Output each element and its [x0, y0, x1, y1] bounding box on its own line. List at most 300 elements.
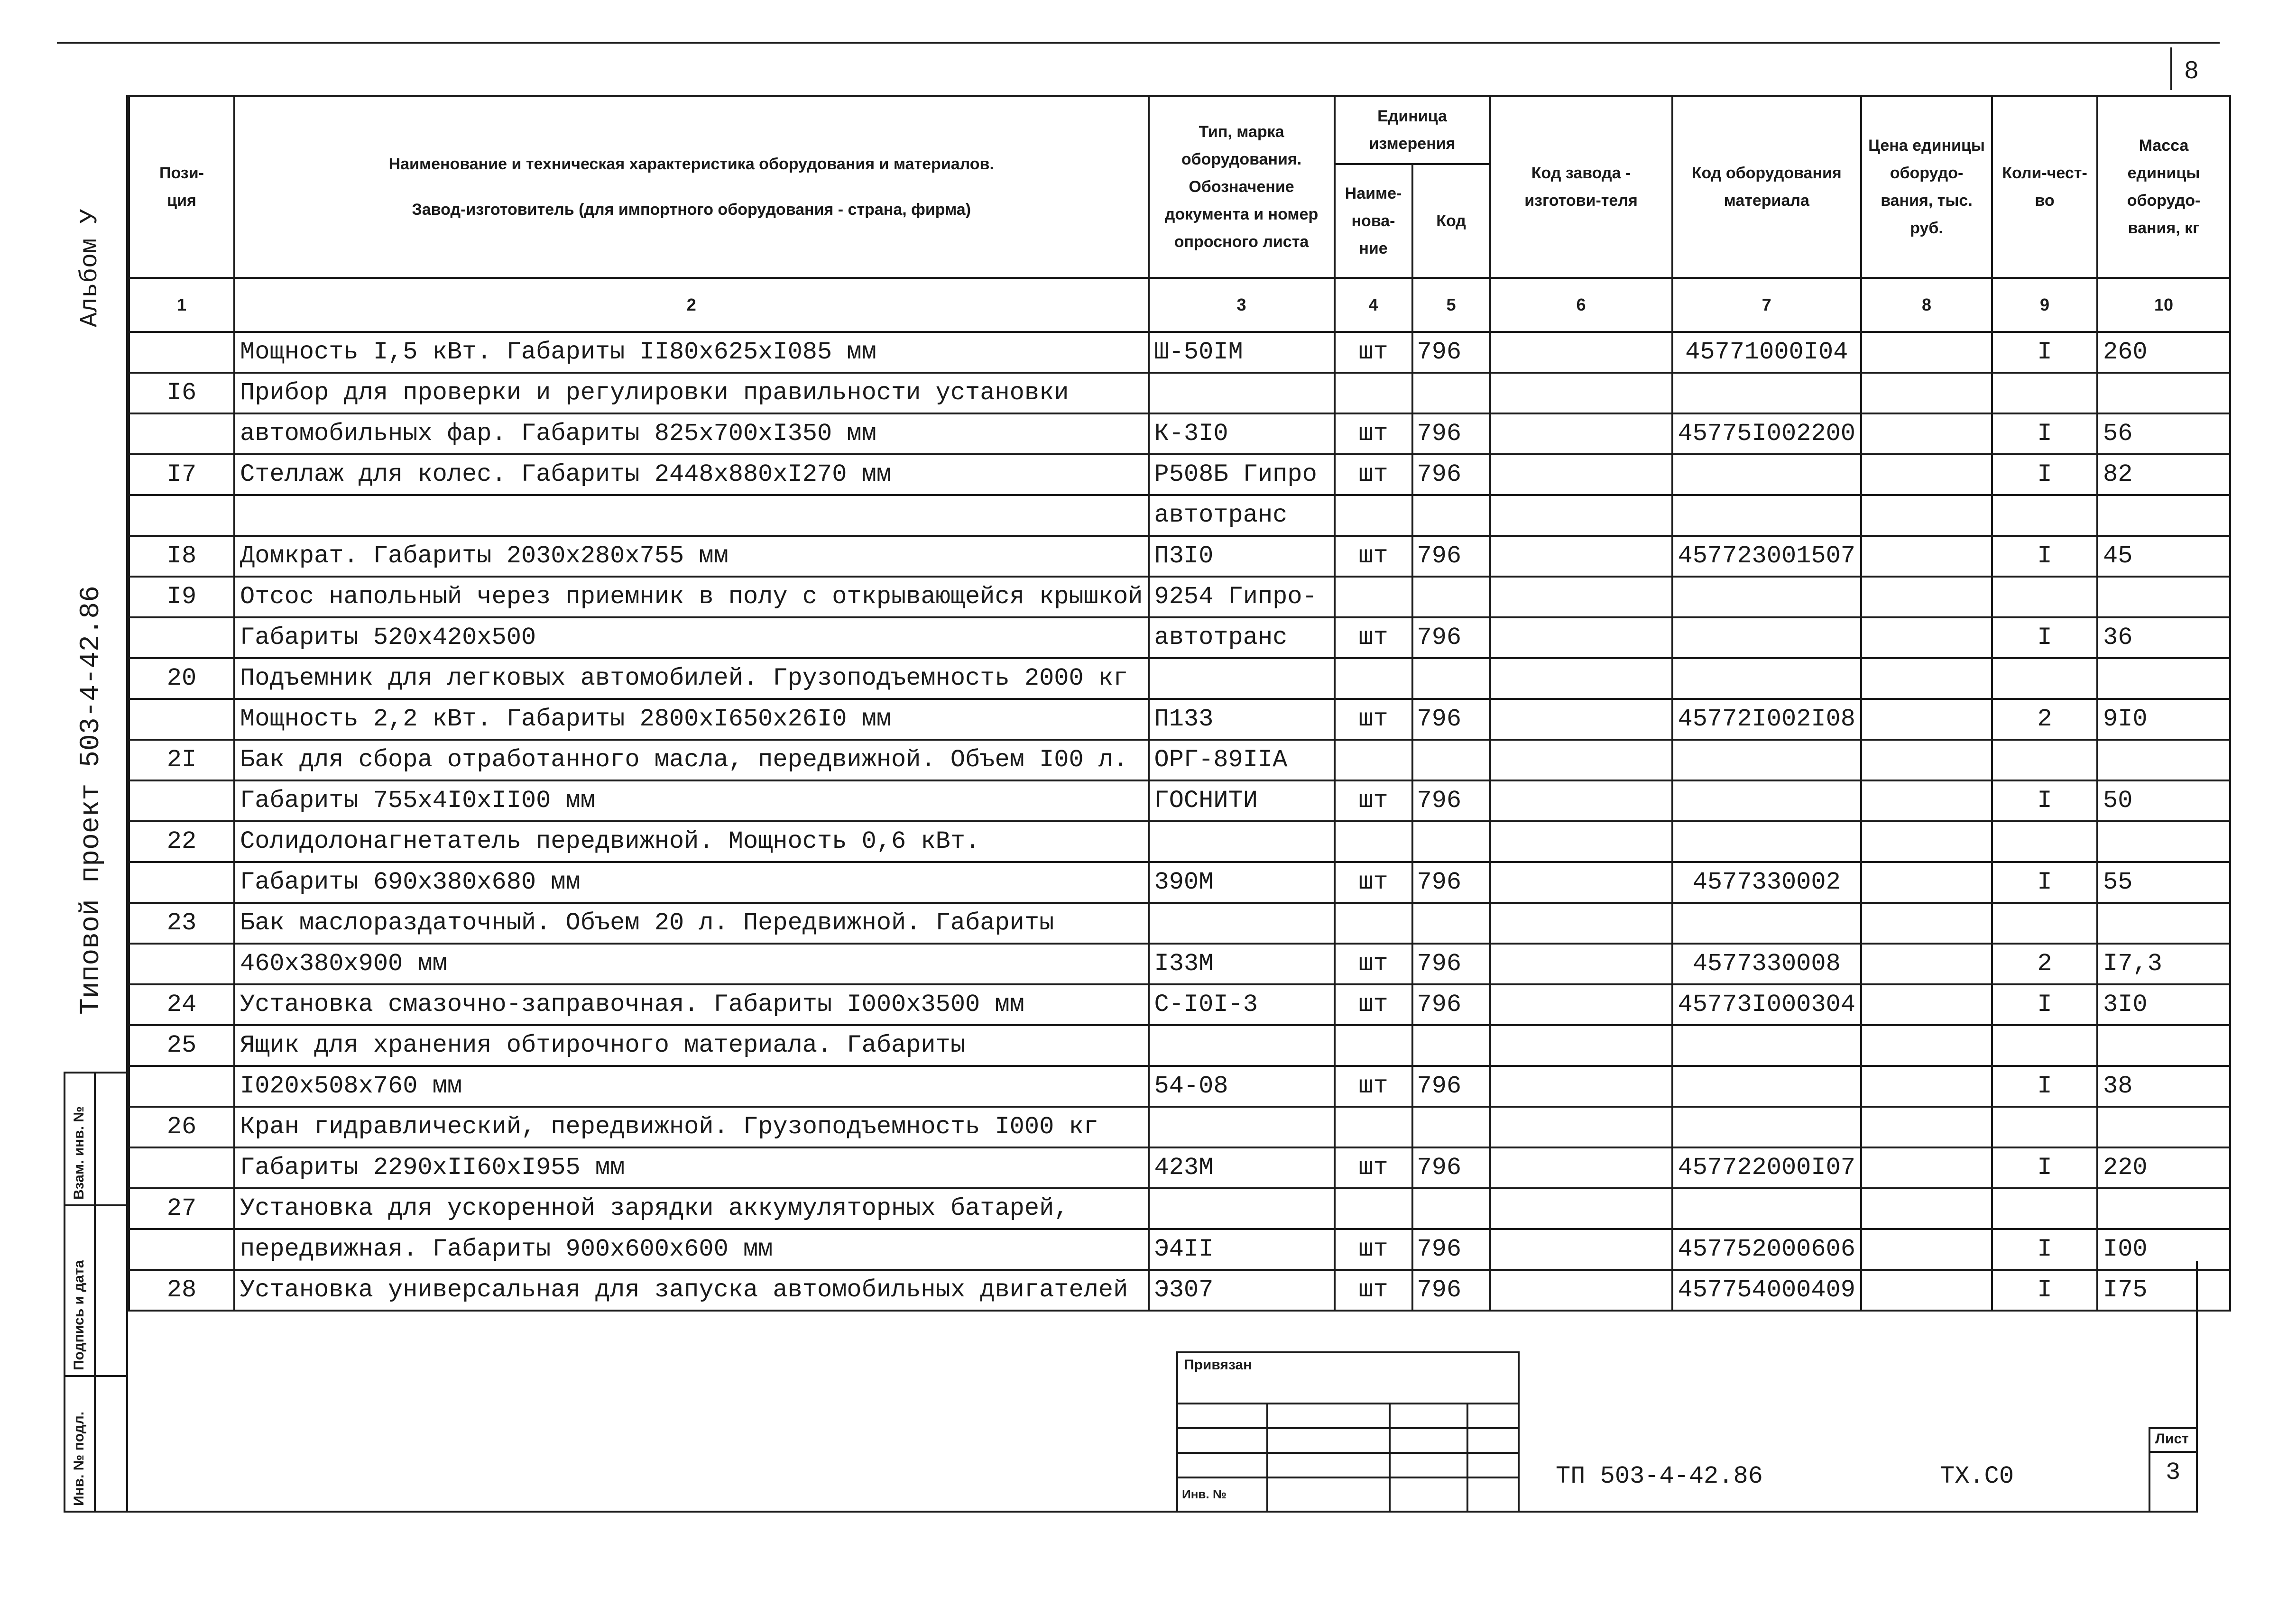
cell-unit-name	[1335, 1188, 1412, 1229]
cell-quantity: I	[1992, 1147, 2097, 1188]
cell-factory-code	[1490, 1270, 1672, 1311]
page-number: 8	[2185, 56, 2198, 84]
cell-position	[129, 1147, 234, 1188]
bound-label: Привязан	[1184, 1357, 1252, 1373]
cell-position	[129, 1066, 234, 1107]
cell-name: Мощность 2,2 кВт. Габариты 2800xI650x26I0 мм	[234, 699, 1149, 740]
cell-price	[1861, 454, 1992, 495]
cell-mass	[2097, 1025, 2230, 1066]
cell-unit-name: шт	[1335, 984, 1412, 1025]
cell-factory-code	[1490, 536, 1672, 577]
cell-mass: 82	[2097, 454, 2230, 495]
cell-type: 390М	[1149, 862, 1335, 903]
header-equipment-code: Код оборудования материала	[1672, 96, 1861, 278]
cell-unit-name: шт	[1335, 536, 1412, 577]
cell-unit-code: 796	[1412, 1270, 1490, 1311]
table-row	[129, 1188, 2230, 1229]
cell-type: С-I0I-3	[1149, 984, 1335, 1025]
cell-unit-name: шт	[1335, 1270, 1412, 1311]
column-number: 10	[2097, 278, 2230, 332]
cell-position: 28	[129, 1270, 234, 1311]
cell-position: 20	[129, 658, 234, 699]
cell-equipment-code	[1672, 1066, 1861, 1107]
cell-type	[1149, 821, 1335, 862]
stamp-original-inv: Инв. № подл.	[71, 1411, 87, 1506]
cell-price	[1861, 1147, 1992, 1188]
cell-equipment-code	[1672, 740, 1861, 780]
cell-type: 423М	[1149, 1147, 1335, 1188]
cell-equipment-code: 457722000I07	[1672, 1147, 1861, 1188]
cell-unit-code	[1412, 495, 1490, 536]
cell-type: П133	[1149, 699, 1335, 740]
cell-factory-code	[1490, 1188, 1672, 1229]
cell-unit-code: 796	[1412, 1229, 1490, 1270]
cell-mass: 38	[2097, 1066, 2230, 1107]
cell-name: Габариты 755x4I0xII00 мм	[234, 780, 1149, 821]
cell-mass: 55	[2097, 862, 2230, 903]
cell-type: ОРГ-89IIА	[1149, 740, 1335, 780]
stamp-signature-date: Подпись и дата	[71, 1260, 87, 1370]
cell-unit-name	[1335, 821, 1412, 862]
cell-unit-code	[1412, 1107, 1490, 1147]
header-factory-code: Код завода - изготови-теля	[1490, 96, 1672, 278]
cell-quantity: 2	[1992, 944, 2097, 984]
cell-type: Р508Б Гипро	[1149, 454, 1335, 495]
cell-name: Солидолонагнетатель передвижной. Мощность 0,6 кВт.	[234, 821, 1149, 862]
header-mass: Масса единицы оборудо-вания, кг	[2097, 96, 2230, 278]
cell-unit-name	[1335, 1025, 1412, 1066]
cell-unit-name: шт	[1335, 332, 1412, 373]
cell-mass: I00	[2097, 1229, 2230, 1270]
cell-unit-code: 796	[1412, 944, 1490, 984]
cell-quantity	[1992, 740, 2097, 780]
cell-price	[1861, 984, 1992, 1025]
cell-mass: 50	[2097, 780, 2230, 821]
cell-mass	[2097, 373, 2230, 413]
cell-position: 25	[129, 1025, 234, 1066]
cell-position: 26	[129, 1107, 234, 1147]
cell-name: Бак маслораздаточный. Объем 20 л. Передвижной. Габариты	[234, 903, 1149, 944]
cell-position	[129, 617, 234, 658]
cell-unit-code	[1412, 740, 1490, 780]
cell-name: Домкрат. Габариты 2030x280x755 мм	[234, 536, 1149, 577]
cell-unit-name: шт	[1335, 780, 1412, 821]
cell-type	[1149, 1025, 1335, 1066]
cell-factory-code	[1490, 332, 1672, 373]
cell-price	[1861, 1107, 1992, 1147]
cell-unit-name: шт	[1335, 617, 1412, 658]
cell-mass	[2097, 658, 2230, 699]
table-row	[129, 373, 2230, 413]
column-number: 7	[1672, 278, 1861, 332]
table-body	[129, 332, 2230, 1311]
cell-equipment-code	[1672, 1025, 1861, 1066]
cell-position: 2I	[129, 740, 234, 780]
cell-type	[1149, 903, 1335, 944]
cell-quantity: I	[1992, 1066, 2097, 1107]
cell-price	[1861, 617, 1992, 658]
cell-equipment-code: 45773I000304	[1672, 984, 1861, 1025]
cell-factory-code	[1490, 903, 1672, 944]
cell-quantity	[1992, 903, 2097, 944]
cell-unit-code	[1412, 577, 1490, 617]
cell-position: I7	[129, 454, 234, 495]
cell-position	[129, 944, 234, 984]
cell-name: I020x508x760 мм	[234, 1066, 1149, 1107]
table-row	[129, 780, 2230, 821]
cell-price	[1861, 740, 1992, 780]
cell-unit-code: 796	[1412, 413, 1490, 454]
cell-position	[129, 780, 234, 821]
cell-factory-code	[1490, 780, 1672, 821]
cell-position	[129, 699, 234, 740]
cell-price	[1861, 413, 1992, 454]
cell-quantity: 2	[1992, 699, 2097, 740]
table-row	[129, 699, 2230, 740]
cell-mass: I75	[2097, 1270, 2230, 1311]
cell-type: Ш-50IM	[1149, 332, 1335, 373]
cell-equipment-code: 457723001507	[1672, 536, 1861, 577]
cell-position	[129, 495, 234, 536]
cell-type: I33М	[1149, 944, 1335, 984]
cell-quantity	[1992, 1025, 2097, 1066]
cell-mass	[2097, 1107, 2230, 1147]
cell-quantity: I	[1992, 1229, 2097, 1270]
cell-unit-name: шт	[1335, 944, 1412, 984]
cell-equipment-code: 45772I002I08	[1672, 699, 1861, 740]
cell-equipment-code: 4577330002	[1672, 862, 1861, 903]
cell-price	[1861, 577, 1992, 617]
cell-price	[1861, 862, 1992, 903]
header-unit-code: Код	[1412, 164, 1490, 278]
cell-name: Ящик для хранения обтирочного материала. Габариты	[234, 1025, 1149, 1066]
cell-price	[1861, 373, 1992, 413]
table-row	[129, 1147, 2230, 1188]
cell-name: Кран гидравлический, передвижной. Грузоподъемность I000 кг	[234, 1107, 1149, 1147]
cell-unit-name: шт	[1335, 1066, 1412, 1107]
table-row	[129, 984, 2230, 1025]
cell-type: Э4II	[1149, 1229, 1335, 1270]
cell-unit-code: 796	[1412, 617, 1490, 658]
cell-quantity	[1992, 577, 2097, 617]
cell-price	[1861, 1025, 1992, 1066]
cell-quantity: I	[1992, 862, 2097, 903]
cell-name	[234, 495, 1149, 536]
cell-price	[1861, 821, 1992, 862]
cell-position	[129, 413, 234, 454]
column-number-row	[129, 278, 2230, 332]
cell-type	[1149, 373, 1335, 413]
cell-factory-code	[1490, 658, 1672, 699]
cell-position: 22	[129, 821, 234, 862]
cell-name: Габариты 690x380x680 мм	[234, 862, 1149, 903]
table-row	[129, 617, 2230, 658]
cell-price	[1861, 1188, 1992, 1229]
cell-unit-code: 796	[1412, 984, 1490, 1025]
cell-factory-code	[1490, 495, 1672, 536]
cell-quantity	[1992, 495, 2097, 536]
cell-type	[1149, 658, 1335, 699]
cell-unit-name	[1335, 903, 1412, 944]
cell-factory-code	[1490, 373, 1672, 413]
cell-name: передвижная. Габариты 900x600x600 мм	[234, 1229, 1149, 1270]
cell-price	[1861, 536, 1992, 577]
cell-factory-code	[1490, 821, 1672, 862]
cell-name: Габариты 2290xII60xI955 мм	[234, 1147, 1149, 1188]
header-unit: Единица измерения	[1335, 96, 1490, 164]
header-price: Цена единицы оборудо-вания, тыс. руб.	[1861, 96, 1992, 278]
cell-unit-code: 796	[1412, 1147, 1490, 1188]
cell-equipment-code	[1672, 373, 1861, 413]
cell-position	[129, 1229, 234, 1270]
cell-price	[1861, 780, 1992, 821]
cell-factory-code	[1490, 617, 1672, 658]
cell-factory-code	[1490, 1107, 1672, 1147]
table-row	[129, 1066, 2230, 1107]
cell-quantity: I	[1992, 984, 2097, 1025]
cell-equipment-code	[1672, 780, 1861, 821]
cell-price	[1861, 495, 1992, 536]
cell-mass	[2097, 821, 2230, 862]
cell-factory-code	[1490, 454, 1672, 495]
header-unit-name: Наиме-нова-ние	[1335, 164, 1412, 278]
table-row	[129, 1107, 2230, 1147]
table-row	[129, 821, 2230, 862]
cell-factory-code	[1490, 944, 1672, 984]
cell-mass: I7,3	[2097, 944, 2230, 984]
cell-name: Мощность I,5 кВт. Габариты II80x625xI085 мм	[234, 332, 1149, 373]
cell-quantity: I	[1992, 780, 2097, 821]
table-row	[129, 1025, 2230, 1066]
cell-name: Габариты 520x420x500	[234, 617, 1149, 658]
cell-quantity	[1992, 1107, 2097, 1147]
cell-unit-name: шт	[1335, 1229, 1412, 1270]
cell-type: 9254 Гипро-	[1149, 577, 1335, 617]
cell-type	[1149, 1188, 1335, 1229]
header-type: Тип, марка оборудования. Обозначение документа и номер опросного листа	[1149, 96, 1335, 278]
table-row	[129, 862, 2230, 903]
cell-unit-name: шт	[1335, 413, 1412, 454]
column-number: 2	[234, 278, 1149, 332]
cell-mass: 56	[2097, 413, 2230, 454]
table-row	[129, 536, 2230, 577]
column-number: 3	[1149, 278, 1335, 332]
table-row	[129, 332, 2230, 373]
cell-name: Подъемник для легковых автомобилей. Грузоподъемность 2000 кг	[234, 658, 1149, 699]
cell-quantity	[1992, 373, 2097, 413]
cell-equipment-code	[1672, 821, 1861, 862]
cell-quantity: I	[1992, 413, 2097, 454]
column-number: 4	[1335, 278, 1412, 332]
cell-price	[1861, 332, 1992, 373]
cell-equipment-code: 45775I002200	[1672, 413, 1861, 454]
column-number: 1	[129, 278, 234, 332]
table-row	[129, 658, 2230, 699]
cell-unit-code: 796	[1412, 1066, 1490, 1107]
table-row	[129, 495, 2230, 536]
cell-mass: 9I0	[2097, 699, 2230, 740]
table-row	[129, 1229, 2230, 1270]
cell-name: Установка универсальная для запуска автомобильных двигателей	[234, 1270, 1149, 1311]
column-number: 6	[1490, 278, 1672, 332]
cell-type: П3I0	[1149, 536, 1335, 577]
cell-position	[129, 332, 234, 373]
table-row	[129, 903, 2230, 944]
cell-position: 24	[129, 984, 234, 1025]
header-name: Наименование и техническая характеристика оборудования и материалов. Завод-изготовитель (для импортного оборудования - страна, фирма)	[234, 96, 1149, 278]
cell-quantity: I	[1992, 332, 2097, 373]
sheet-number: 3	[2166, 1459, 2181, 1486]
cell-name: Отсос напольный через приемник в полу с открывающейся крышкой	[234, 577, 1149, 617]
cell-name: Установка смазочно-заправочная. Габариты I000x3500 мм	[234, 984, 1149, 1025]
cell-position: I9	[129, 577, 234, 617]
cell-price	[1861, 1270, 1992, 1311]
inv-number-label: Инв. №	[1182, 1487, 1227, 1501]
cell-equipment-code	[1672, 903, 1861, 944]
cell-mass: 260	[2097, 332, 2230, 373]
equipment-spec-table	[128, 95, 2231, 1312]
cell-unit-code: 796	[1412, 699, 1490, 740]
cell-mass: 45	[2097, 536, 2230, 577]
cell-type	[1149, 1107, 1335, 1147]
cell-equipment-code	[1672, 495, 1861, 536]
cell-mass: 220	[2097, 1147, 2230, 1188]
stamp-replace-inv: Взам. инв. №	[71, 1106, 87, 1200]
cell-equipment-code	[1672, 577, 1861, 617]
cell-factory-code	[1490, 413, 1672, 454]
cell-unit-code: 796	[1412, 332, 1490, 373]
cell-equipment-code	[1672, 1188, 1861, 1229]
cell-factory-code	[1490, 984, 1672, 1025]
cell-unit-name: шт	[1335, 454, 1412, 495]
cell-equipment-code: 457752000606	[1672, 1229, 1861, 1270]
cell-unit-code: 796	[1412, 536, 1490, 577]
cell-unit-name	[1335, 1107, 1412, 1147]
table-row	[129, 1270, 2230, 1311]
cell-unit-code	[1412, 658, 1490, 699]
cell-unit-name: шт	[1335, 862, 1412, 903]
cell-factory-code	[1490, 1147, 1672, 1188]
column-number: 9	[1992, 278, 2097, 332]
cell-quantity: I	[1992, 536, 2097, 577]
cell-type: Э307	[1149, 1270, 1335, 1311]
column-number: 8	[1861, 278, 1992, 332]
cell-quantity: I	[1992, 454, 2097, 495]
cell-price	[1861, 1066, 1992, 1107]
cell-name: 460x380x900 мм	[234, 944, 1149, 984]
cell-type: автотранс	[1149, 617, 1335, 658]
cell-position: 23	[129, 903, 234, 944]
cell-equipment-code	[1672, 1107, 1861, 1147]
table-row	[129, 577, 2230, 617]
cell-unit-code: 796	[1412, 780, 1490, 821]
cell-unit-name: шт	[1335, 1147, 1412, 1188]
cell-factory-code	[1490, 740, 1672, 780]
section-code: ТХ.С0	[1940, 1462, 2014, 1490]
cell-price	[1861, 699, 1992, 740]
cell-factory-code	[1490, 699, 1672, 740]
cell-quantity	[1992, 821, 2097, 862]
cell-unit-code	[1412, 903, 1490, 944]
sheet-label: Лист	[2155, 1431, 2189, 1447]
cell-equipment-code	[1672, 454, 1861, 495]
cell-unit-name: шт	[1335, 699, 1412, 740]
cell-name: Стеллаж для колес. Габариты 2448x880xI270 мм	[234, 454, 1149, 495]
cell-name: автомобильных фар. Габариты 825x700xI350 мм	[234, 413, 1149, 454]
cell-position: I8	[129, 536, 234, 577]
cell-type: ГОСНИТИ	[1149, 780, 1335, 821]
cell-unit-code	[1412, 373, 1490, 413]
cell-type: автотранс	[1149, 495, 1335, 536]
cell-unit-name	[1335, 740, 1412, 780]
cell-position: 27	[129, 1188, 234, 1229]
cell-position	[129, 862, 234, 903]
cell-equipment-code: 457754000409	[1672, 1270, 1861, 1311]
cell-type: К-3I0	[1149, 413, 1335, 454]
cell-mass	[2097, 495, 2230, 536]
cell-unit-code	[1412, 821, 1490, 862]
cell-type: 54-08	[1149, 1066, 1335, 1107]
table-row	[129, 413, 2230, 454]
cell-factory-code	[1490, 1025, 1672, 1066]
cell-quantity: I	[1992, 617, 2097, 658]
album-label: Альбом У	[76, 209, 104, 327]
cell-equipment-code	[1672, 658, 1861, 699]
cell-price	[1861, 1229, 1992, 1270]
project-label: Типовой проект 503-4-42.86	[76, 586, 107, 1015]
cell-factory-code	[1490, 1229, 1672, 1270]
cell-unit-name	[1335, 577, 1412, 617]
cell-unit-name	[1335, 658, 1412, 699]
cell-unit-code	[1412, 1025, 1490, 1066]
cell-name: Прибор для проверки и регулировки правильности установки	[234, 373, 1149, 413]
cell-mass	[2097, 903, 2230, 944]
cell-mass	[2097, 740, 2230, 780]
header-quantity: Коли-чест-во	[1992, 96, 2097, 278]
header-position: Пози- ция	[129, 96, 234, 278]
cell-position: I6	[129, 373, 234, 413]
cell-price	[1861, 944, 1992, 984]
table-row	[129, 740, 2230, 780]
cell-equipment-code: 4577330008	[1672, 944, 1861, 984]
cell-factory-code	[1490, 1066, 1672, 1107]
cell-quantity: I	[1992, 1270, 2097, 1311]
cell-mass	[2097, 1188, 2230, 1229]
cell-factory-code	[1490, 862, 1672, 903]
cell-name: Установка для ускоренной зарядки аккумуляторных батарей,	[234, 1188, 1149, 1229]
cell-equipment-code	[1672, 617, 1861, 658]
column-number: 5	[1412, 278, 1490, 332]
table-row	[129, 944, 2230, 984]
cell-quantity	[1992, 658, 2097, 699]
cell-unit-name	[1335, 495, 1412, 536]
cell-mass	[2097, 577, 2230, 617]
cell-unit-code	[1412, 1188, 1490, 1229]
table-row	[129, 454, 2230, 495]
cell-equipment-code: 45771000I04	[1672, 332, 1861, 373]
document-code: ТП 503-4-42.86	[1556, 1462, 1763, 1490]
cell-unit-code: 796	[1412, 454, 1490, 495]
cell-quantity	[1992, 1188, 2097, 1229]
cell-mass: 3I0	[2097, 984, 2230, 1025]
cell-name: Бак для сбора отработанного масла, передвижной. Объем I00 л.	[234, 740, 1149, 780]
cell-price	[1861, 903, 1992, 944]
cell-unit-name	[1335, 373, 1412, 413]
cell-factory-code	[1490, 577, 1672, 617]
cell-price	[1861, 658, 1992, 699]
cell-unit-code: 796	[1412, 862, 1490, 903]
cell-mass: 36	[2097, 617, 2230, 658]
